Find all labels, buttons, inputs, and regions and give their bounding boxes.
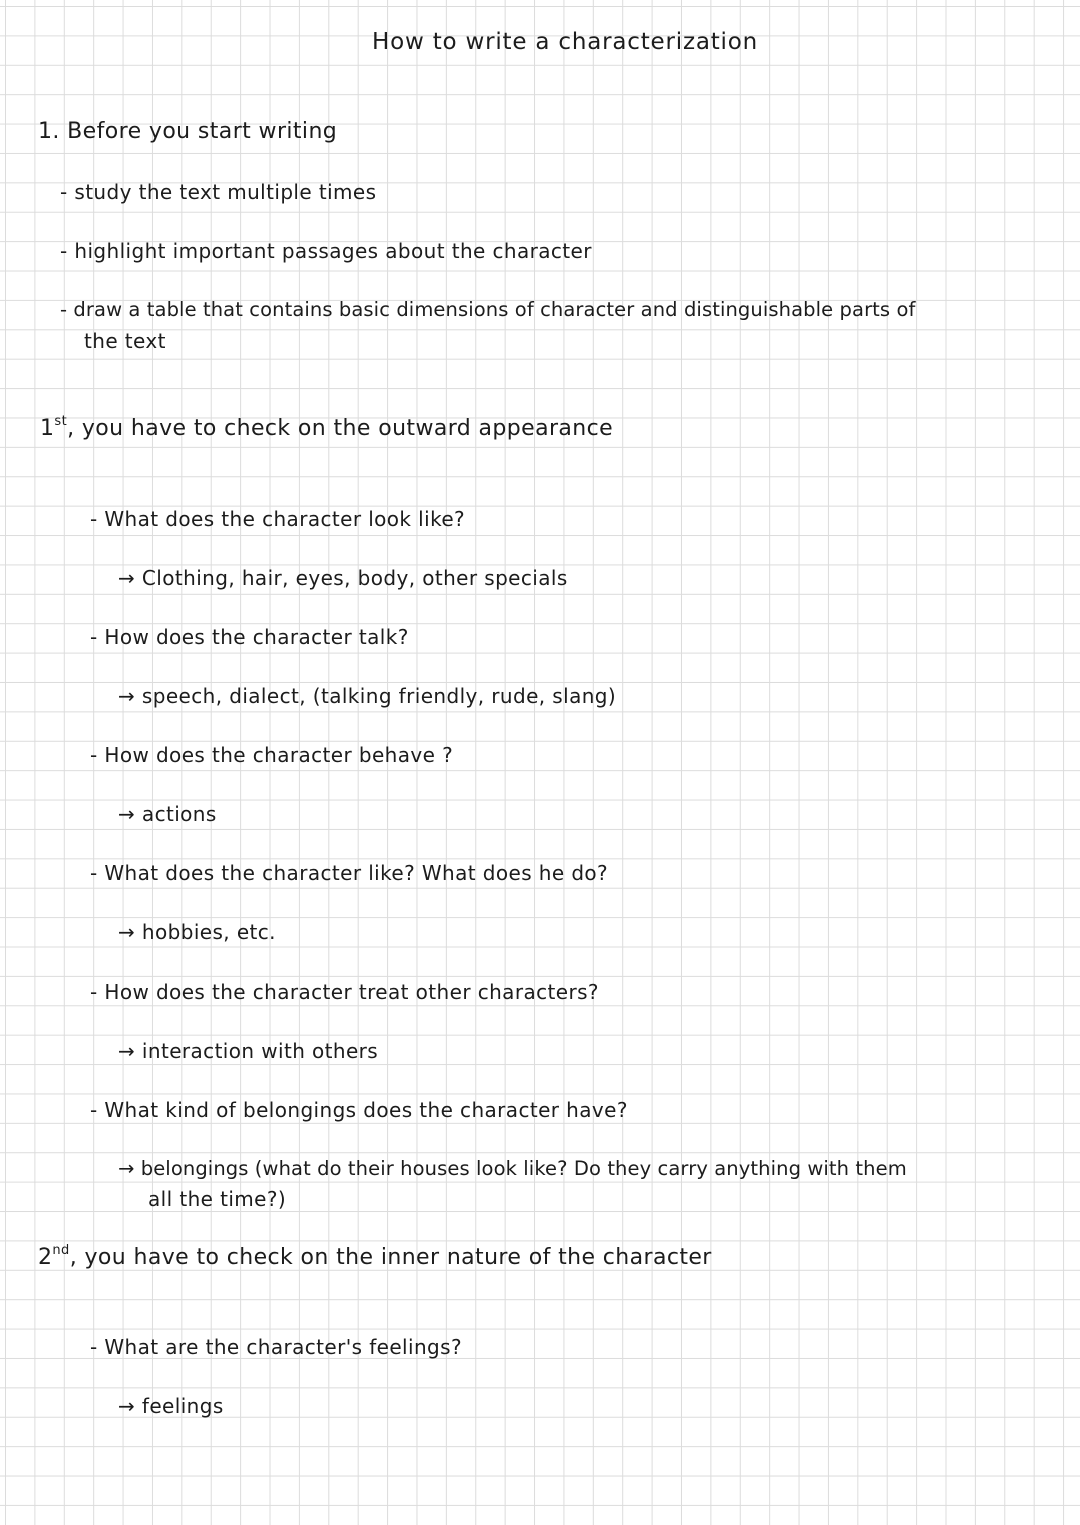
list-item: - highlight important passages about the character bbox=[60, 239, 592, 263]
answer: → interaction with others bbox=[118, 1039, 379, 1063]
question: - What kind of belongings does the character have? bbox=[90, 1098, 628, 1122]
section-heading: 1. Before you start writing bbox=[38, 119, 338, 144]
question: - How does the character talk? bbox=[90, 625, 409, 649]
question: - How does the character behave ? bbox=[90, 743, 454, 767]
question: - What does the character like? What does he do? bbox=[90, 861, 609, 885]
subsection-heading bbox=[38, 1244, 712, 1272]
list-item: - draw a table that contains basic dimensions of character and distinguishable parts of bbox=[60, 298, 916, 321]
subsection-heading-text: , you have to check on the outward appearance bbox=[67, 416, 614, 441]
ordinal-number: 1 bbox=[40, 416, 55, 441]
ordinal-suffix: st bbox=[54, 413, 68, 429]
answer: → Clothing, hair, eyes, body, other specials bbox=[118, 566, 568, 590]
answer: → feelings bbox=[118, 1394, 224, 1418]
list-item: - study the text multiple times bbox=[60, 180, 377, 204]
list-item-continuation: the text bbox=[84, 329, 166, 353]
answer: → hobbies, etc. bbox=[118, 920, 276, 944]
question: - How does the character treat other characters? bbox=[90, 980, 599, 1004]
answer: → belongings (what do their houses look like? Do they carry anything with them bbox=[118, 1157, 907, 1180]
subsection-heading-text: , you have to check on the inner nature of the character bbox=[69, 1245, 712, 1270]
question: - What does the character look like? bbox=[90, 507, 466, 531]
answer: → speech, dialect, (talking friendly, rude, slang) bbox=[118, 684, 617, 708]
answer: → actions bbox=[118, 802, 217, 826]
subsection-heading bbox=[40, 415, 613, 443]
ordinal-number: 2 bbox=[38, 1245, 53, 1270]
ordinal-suffix: nd bbox=[52, 1242, 70, 1258]
question: - What are the character's feelings? bbox=[90, 1335, 462, 1359]
page-title: How to write a characterization bbox=[372, 29, 758, 55]
answer-continuation: all the time?) bbox=[148, 1187, 287, 1211]
